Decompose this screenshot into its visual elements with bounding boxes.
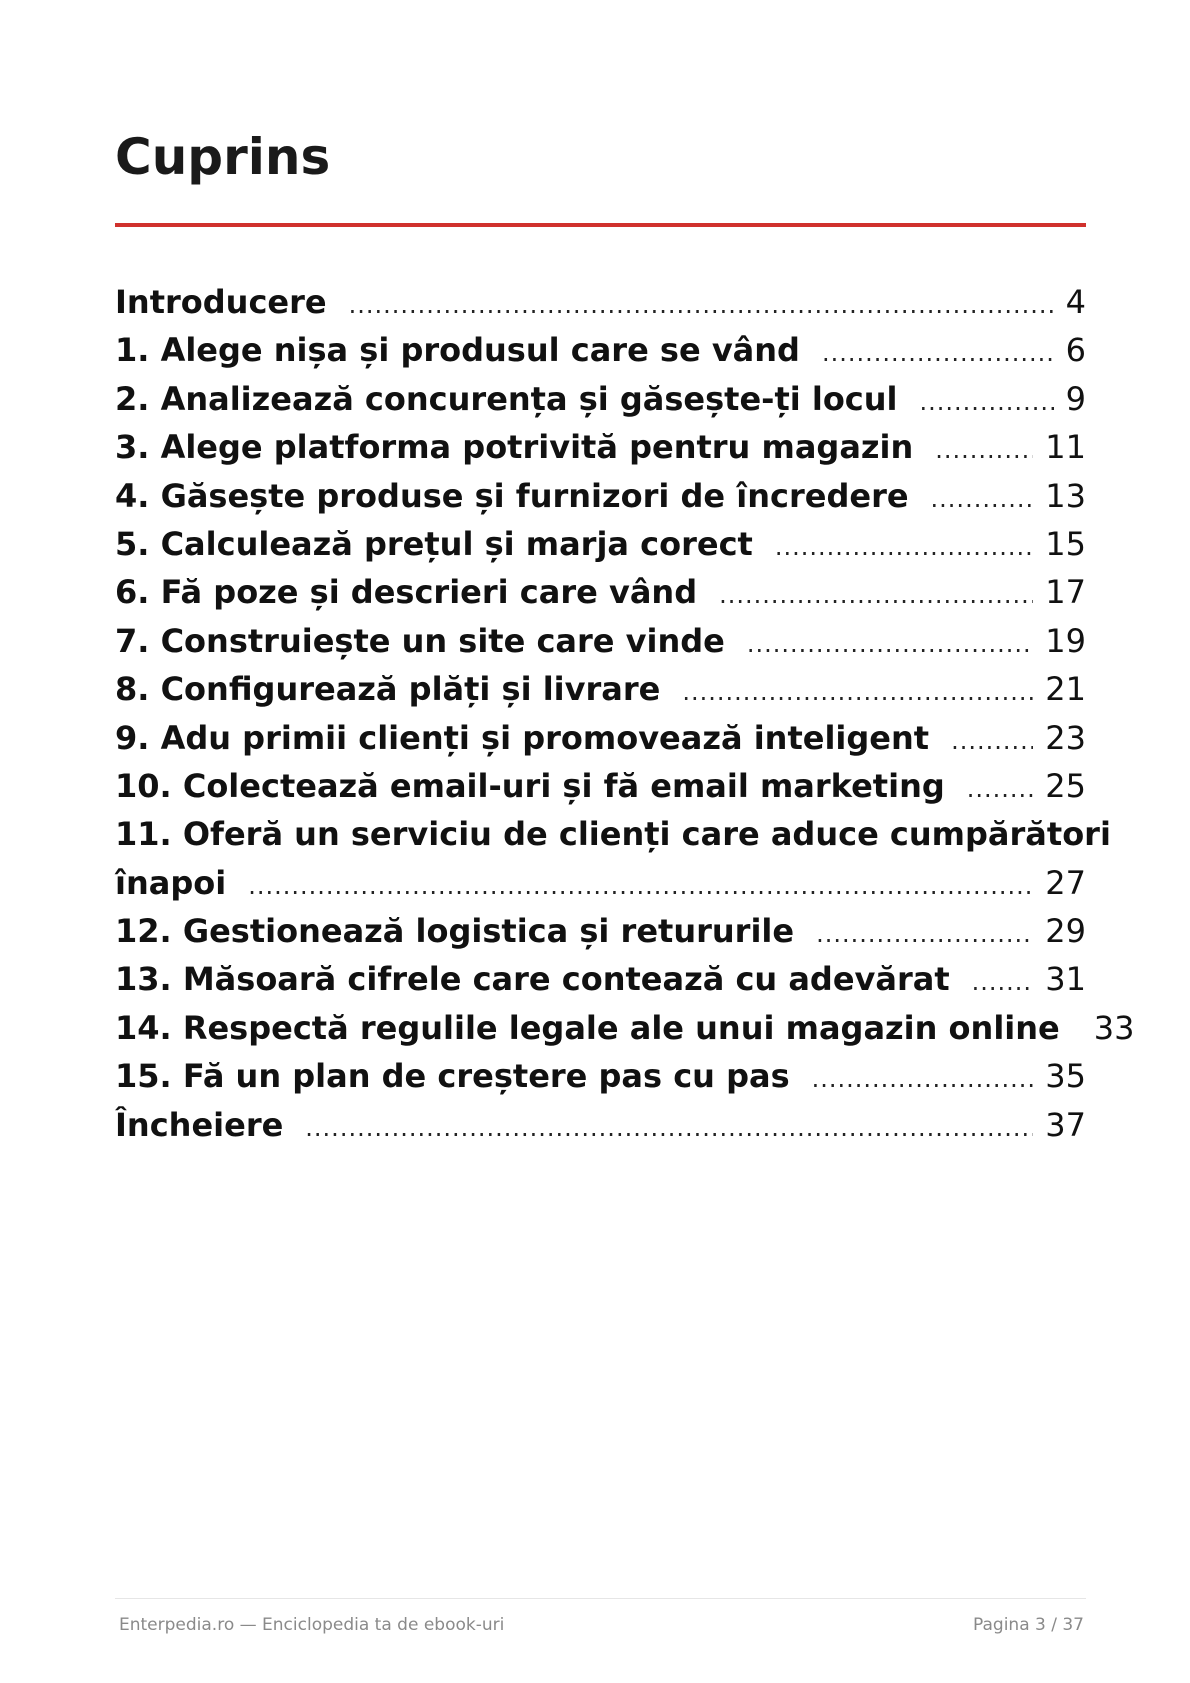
title-divider — [115, 223, 1086, 227]
toc-entry-title: 6. Fă poze și descrieri care vând — [115, 573, 698, 612]
toc-entry-introducere[interactable] — [115, 278, 1086, 326]
toc-entry-title: 3. Alege platforma potrivită pentru magazin — [115, 428, 914, 467]
toc-entry-title: 1. Alege nișa și produsul care se vând — [115, 331, 800, 370]
toc-entry-page: 15 — [1045, 524, 1086, 563]
toc-entry-page: 13 — [1045, 476, 1086, 515]
toc-entry-page: 25 — [1045, 766, 1086, 805]
toc-entry-page: 33 — [1093, 1008, 1135, 1047]
toc-entry-title: 14. Respectă regulile legale ale unui magazin online — [115, 1008, 1060, 1047]
toc-entry-5[interactable] — [115, 520, 1086, 568]
toc-entry-15[interactable] — [115, 1052, 1086, 1100]
toc-leader-dots — [972, 958, 1034, 1006]
toc-entry-title: 11. Oferă un serviciu de clienți care aduce cumpărători — [115, 815, 1111, 854]
toc-entry-title: 5. Calculează prețul și marja corect — [115, 524, 753, 563]
toc-leader-dots — [719, 571, 1033, 619]
toc-leader-dots — [931, 475, 1034, 523]
toc-entry-page: 23 — [1045, 718, 1086, 757]
footer-divider — [115, 1598, 1086, 1599]
toc-entry-title: 8. Configurează plăți și livrare — [115, 670, 661, 709]
toc-entry-page: 17 — [1045, 573, 1086, 612]
toc-entry-page: 4 — [1065, 283, 1086, 321]
toc-leader-dots — [816, 910, 1033, 958]
toc-leader-dots — [305, 1104, 1033, 1152]
footer-page-number: Pagina 3 / 37 — [973, 1615, 1084, 1635]
toc-entry-page: 9 — [1065, 379, 1086, 418]
toc-entry-3[interactable] — [115, 423, 1086, 471]
toc-entry-page: 29 — [1045, 912, 1086, 951]
toc-entry-page: 21 — [1045, 670, 1086, 709]
toc-entry-title: 12. Gestionează logistica și retururile — [115, 912, 795, 951]
toc-entry-page: 11 — [1045, 428, 1086, 467]
toc-entry-title-continued: înapoi — [115, 863, 227, 902]
toc-entry-10[interactable] — [115, 762, 1086, 810]
toc-entry-11-line2[interactable] — [115, 859, 1086, 907]
toc-entry-title: 13. Măsoară cifrele care contează cu adevărat — [115, 960, 950, 999]
toc-entry-page: 6 — [1065, 331, 1086, 370]
toc-entry-2[interactable] — [115, 375, 1086, 423]
toc-entry-incheiere[interactable] — [115, 1101, 1086, 1149]
footer-site-text: Enterpedia.ro — Enciclopedia ta de ebook-uri — [119, 1615, 505, 1635]
toc-entry-4[interactable] — [115, 472, 1086, 520]
toc-entry-title: Încheiere — [115, 1105, 284, 1144]
toc-entry-page: 19 — [1045, 621, 1086, 660]
toc-entry-title: 4. Găsește produse și furnizori de încredere — [115, 476, 909, 515]
toc-entry-12[interactable] — [115, 907, 1086, 955]
toc-entry-7[interactable] — [115, 617, 1086, 665]
toc-entry-title: Introducere — [115, 283, 327, 321]
toc-leader-dots — [775, 523, 1033, 571]
toc-leader-dots — [822, 329, 1054, 377]
toc-entry-page: 27 — [1045, 863, 1086, 902]
toc-entry-page: 37 — [1045, 1105, 1086, 1144]
toc-entry-page: 31 — [1045, 960, 1086, 999]
toc-entry-9[interactable] — [115, 714, 1086, 762]
toc-leader-dots — [349, 281, 1054, 329]
toc-leader-dots — [967, 765, 1034, 813]
toc-entry-title: 10. Colectează email-uri și fă email marketing — [115, 766, 945, 805]
toc-leader-dots — [812, 1055, 1034, 1103]
toc-entry-page: 35 — [1045, 1057, 1086, 1096]
toc-entry-title: 15. Fă un plan de creștere pas cu pas — [115, 1057, 790, 1096]
toc-leader-dots — [248, 862, 1033, 910]
page-title: Cuprins — [115, 128, 331, 186]
toc-leader-dots — [951, 717, 1033, 765]
toc-entry-title: 9. Adu primii clienți și promovează inteligent — [115, 718, 930, 757]
toc-entry-14[interactable] — [115, 1004, 1135, 1052]
table-of-contents — [115, 278, 1135, 1149]
toc-leader-dots — [682, 668, 1033, 716]
toc-entry-6[interactable] — [115, 568, 1086, 616]
toc-leader-dots — [935, 426, 1033, 474]
toc-entry-13[interactable] — [115, 955, 1086, 1003]
toc-entry-8[interactable] — [115, 665, 1086, 713]
toc-entry-title: 7. Construiește un site care vinde — [115, 621, 725, 660]
toc-entry-title: 2. Analizează concurența și găsește-ți locul — [115, 379, 898, 418]
toc-entry-11-line1[interactable] — [115, 810, 1111, 858]
toc-leader-dots — [747, 620, 1033, 668]
toc-leader-dots — [920, 378, 1054, 426]
toc-entry-1[interactable] — [115, 326, 1086, 374]
